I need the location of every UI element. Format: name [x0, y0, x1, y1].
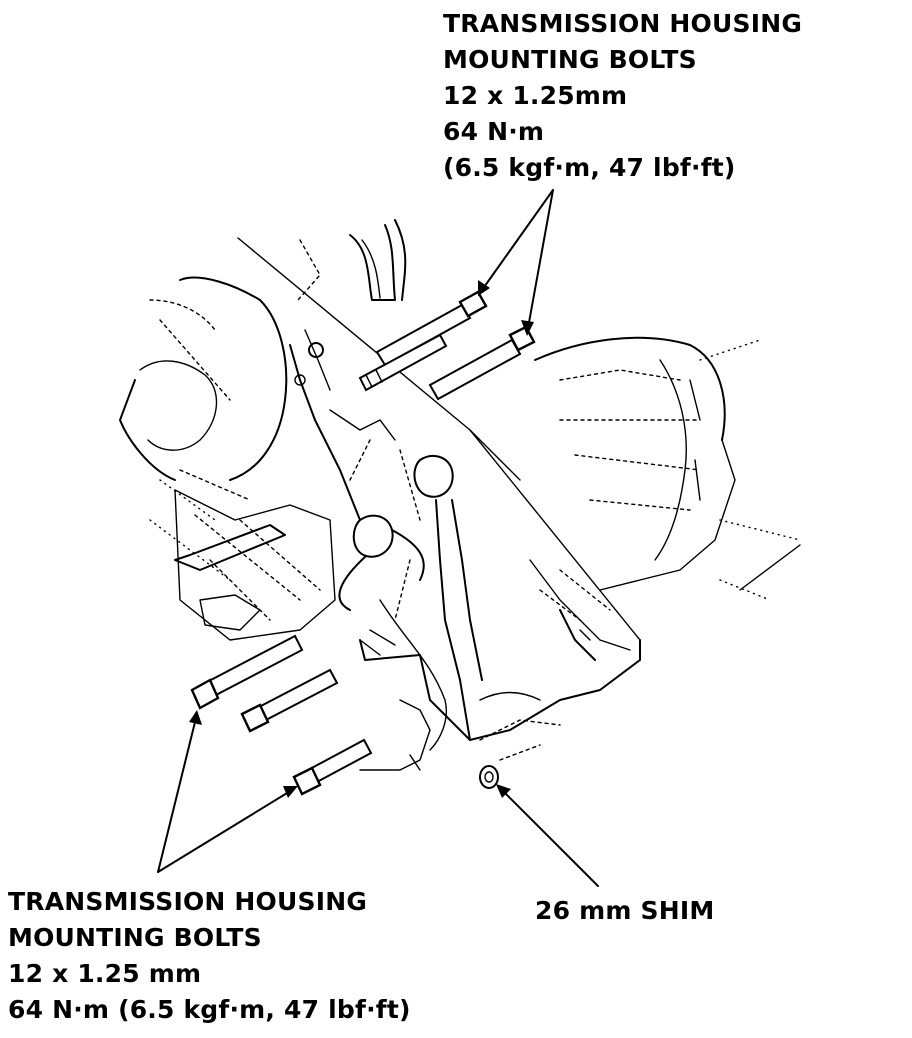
lower-bolt-2 [242, 670, 337, 731]
upper-hoses [298, 220, 405, 300]
upper-bolt-3 [430, 327, 534, 399]
callout-top-torque-alt: (6.5 kgf·m, 47 lbf·ft) [443, 153, 736, 182]
callout-top-bolts [443, 6, 802, 186]
callout-top-line2: MOUNTING BOLTS [443, 45, 697, 74]
callout-top-torque: 64 N·m [443, 117, 545, 146]
lower-bolts [192, 636, 371, 794]
upper-bolts [360, 292, 534, 399]
callout-bottom-line2: MOUNTING BOLTS [8, 923, 262, 952]
callout-bottom-bolts [8, 884, 411, 1028]
callout-shim [535, 893, 714, 929]
callout-bottom-line1: TRANSMISSION HOUSING [8, 887, 368, 916]
shim [480, 766, 498, 788]
callout-top-size: 12 x 1.25mm [443, 81, 628, 110]
callout-top-line1: TRANSMISSION HOUSING [443, 9, 803, 38]
transmission-case [530, 338, 800, 650]
callout-shim-label: 26 mm SHIM [535, 896, 715, 925]
lower-housing [360, 610, 640, 770]
lower-bolt-3 [294, 740, 371, 794]
separation-line [238, 238, 640, 640]
engine-block [120, 278, 335, 640]
callout-bottom-torque: 64 N·m (6.5 kgf·m, 47 lbf·ft) [8, 995, 411, 1024]
callout-bottom-size: 12 x 1.25 mm [8, 959, 202, 988]
